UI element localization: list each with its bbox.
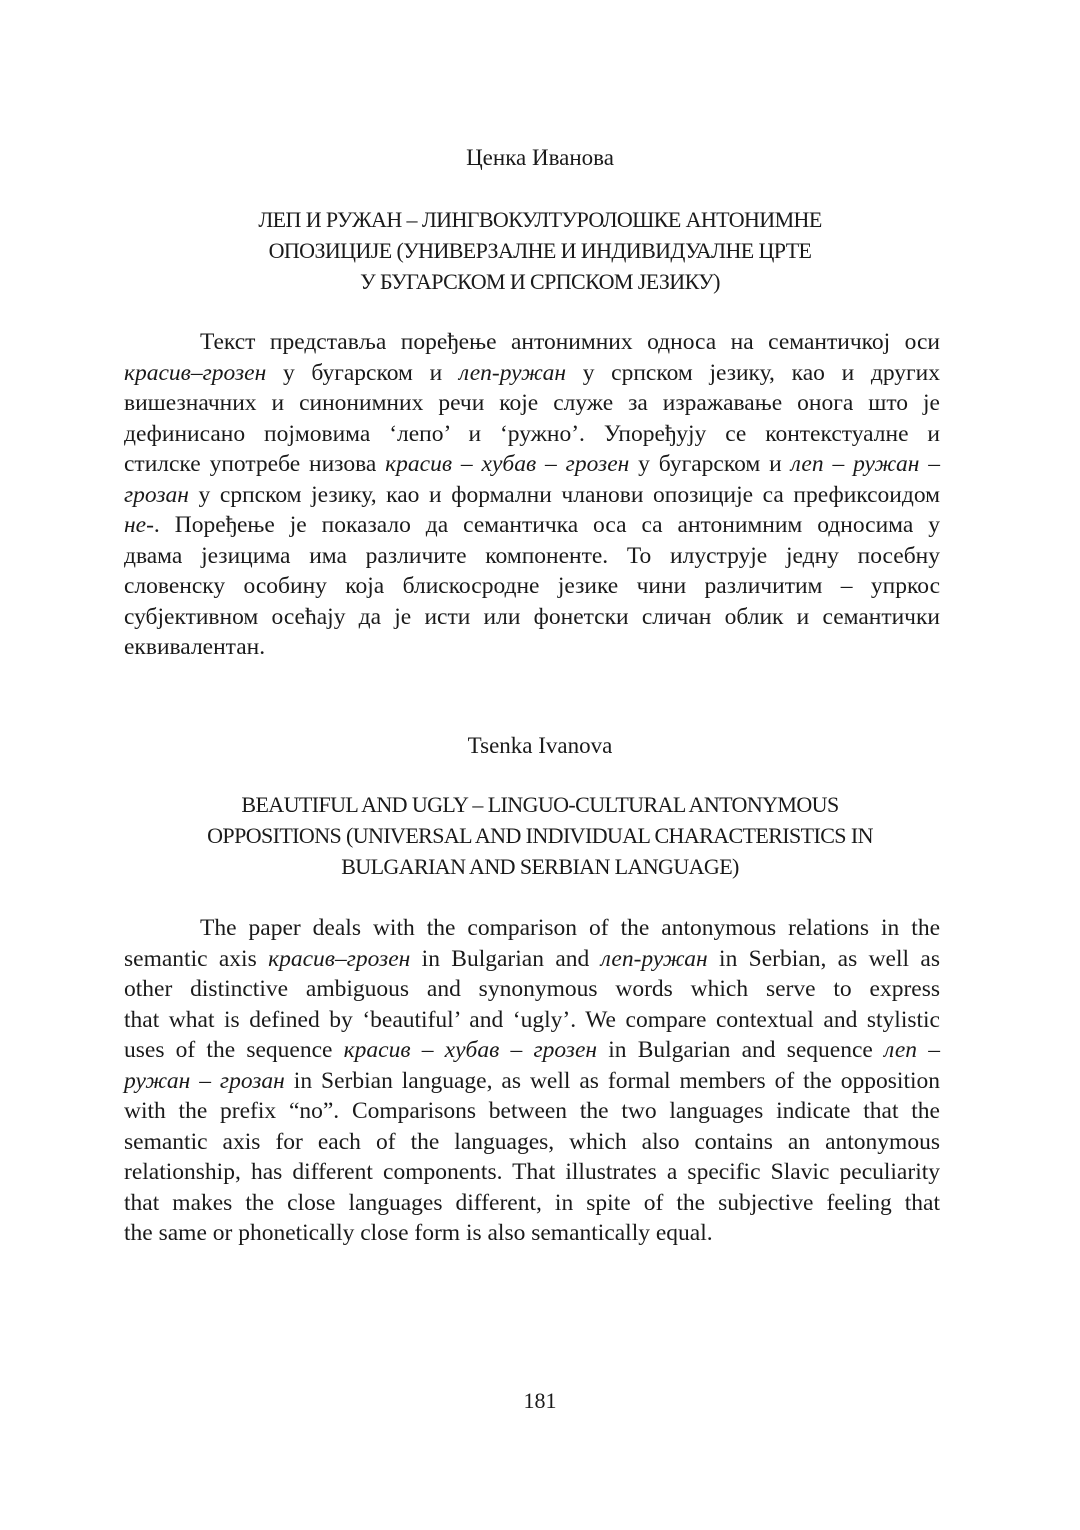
- title-english-line-2: OPPOSITIONS (UNIVERSAL AND INDIVIDUAL CHARACTERISTICS IN: [207, 823, 873, 848]
- abstract-serbian-line: [124, 480, 940, 511]
- abstract-english-line: the same or phonetically close form is also semantically equal.: [124, 1220, 713, 1246]
- abstract-english-line: [124, 944, 940, 975]
- italic-term: леп-ружан: [458, 359, 566, 386]
- text-run: in Bulgarian and: [410, 945, 601, 972]
- italic-term: леп-ружан: [600, 945, 708, 972]
- text-run: uses of the sequence: [124, 1037, 344, 1063]
- text-run: у бугарском и: [266, 359, 459, 386]
- text-run: у српском језику, као и других: [565, 359, 940, 386]
- abstract-english-line: relationship, has different components. That illustrates a specific Slavic peculiarity: [124, 1159, 940, 1185]
- abstract-english-line: The paper deals with the comparison of the antonymous relations in the: [200, 915, 940, 941]
- abstract-serbian-line: [124, 510, 940, 541]
- italic-term: красив–грозен: [124, 359, 267, 386]
- title-serbian: [120, 204, 960, 297]
- text-run: in Serbian language, as well as formal members of the opposition: [284, 1067, 940, 1094]
- abstract-english-line: with the prefix “no”. Comparisons between the two languages indicate that the: [124, 1098, 940, 1124]
- abstract-serbian-line: [124, 449, 940, 480]
- author-serbian: Ценка Иванова: [466, 145, 614, 170]
- text-run: in Bulgarian and sequence: [597, 1037, 885, 1063]
- abstract-english-line: semantic axis for each of the languages, which also contains an antonymous: [124, 1128, 940, 1155]
- abstract-serbian: [124, 327, 940, 663]
- title-serbian-line-3: У БУГАРСКОМ И СРПСКОМ ЈЕЗИКУ): [360, 269, 720, 294]
- abstract-serbian-line: еквивалентан.: [124, 634, 266, 660]
- abstract-english-line: other distinctive ambiguous and synonymous words which serve to express: [124, 976, 940, 1002]
- abstract-serbian-line: Текст представља поређење антонимних односа на семантичкој оси: [200, 329, 940, 355]
- italic-term: леп – ружан –: [790, 451, 940, 477]
- abstract-english-line: [124, 1035, 940, 1066]
- abstract-serbian-line: дефинисано појмовима ‘лепо’ и ‘ружно’. Упоређују се контекстуалне и: [124, 420, 940, 447]
- title-serbian-line-2: ОПОЗИЦИЈЕ (УНИВЕРЗАЛНЕ И ИНДИВИДУАЛНЕ ЦРТЕ: [268, 238, 812, 263]
- title-serbian-line-1: ЛЕП И РУЖАН – ЛИНГВОКУЛТУРОЛОШКЕ АНТОНИМНЕ: [258, 207, 822, 232]
- abstract-english-line: that what is defined by ‘beautiful’ and ‘ugly’. We compare contextual and stylistic: [124, 1006, 940, 1033]
- text-run: стилске употребе низова: [124, 451, 386, 477]
- italic-term: леп –: [884, 1037, 941, 1063]
- abstract-english-line: [124, 1066, 940, 1097]
- title-english-line-3: BULGARIAN AND SERBIAN LANGUAGE): [341, 854, 739, 879]
- italic-term: красив–грозен: [268, 945, 411, 972]
- abstract-serbian-line: [124, 358, 940, 389]
- italic-term: грозан: [124, 481, 189, 508]
- text-run: у српском језику, као и формални чланови опозиције са префиксоидом: [188, 481, 940, 508]
- page-number: 181: [523, 1388, 557, 1413]
- title-english-line-1: BEAUTIFUL AND UGLY – LINGUO-CULTURAL ANTONYMOUS: [241, 792, 839, 817]
- abstract-serbian-line: субјективном осећају да је исти или фонетски сличан облик и семантички: [124, 603, 940, 630]
- text-run: . Поређење је показало да семантичка оса са антонимним односима у: [153, 512, 940, 538]
- italic-term: красив – хубав – грозен: [385, 451, 630, 477]
- abstract-serbian-line: двама језицима има различите компоненте. То илуструје једну посебну: [124, 542, 940, 569]
- abstract-serbian-line: словенску особину која блискосродне језике чини различитим – упркос: [124, 573, 940, 599]
- author-english: Tsenka Ivanova: [467, 733, 613, 758]
- italic-term: ружан – грозан: [124, 1067, 285, 1094]
- text-run: у бугарском и: [629, 451, 791, 477]
- italic-term: не-: [124, 512, 154, 538]
- text-run: in Serbian, as well as: [707, 945, 940, 972]
- italic-term: красив – хубав – грозен: [343, 1037, 598, 1063]
- title-english: [120, 789, 960, 882]
- abstract-english: [124, 913, 940, 1249]
- abstract-english-line: that makes the close languages different, in spite of the subjective feeling that: [124, 1189, 940, 1216]
- text-run: semantic axis: [124, 945, 269, 972]
- abstract-serbian-line: вишезначних и синонимних речи које служе за изражавање онога што је: [124, 390, 940, 416]
